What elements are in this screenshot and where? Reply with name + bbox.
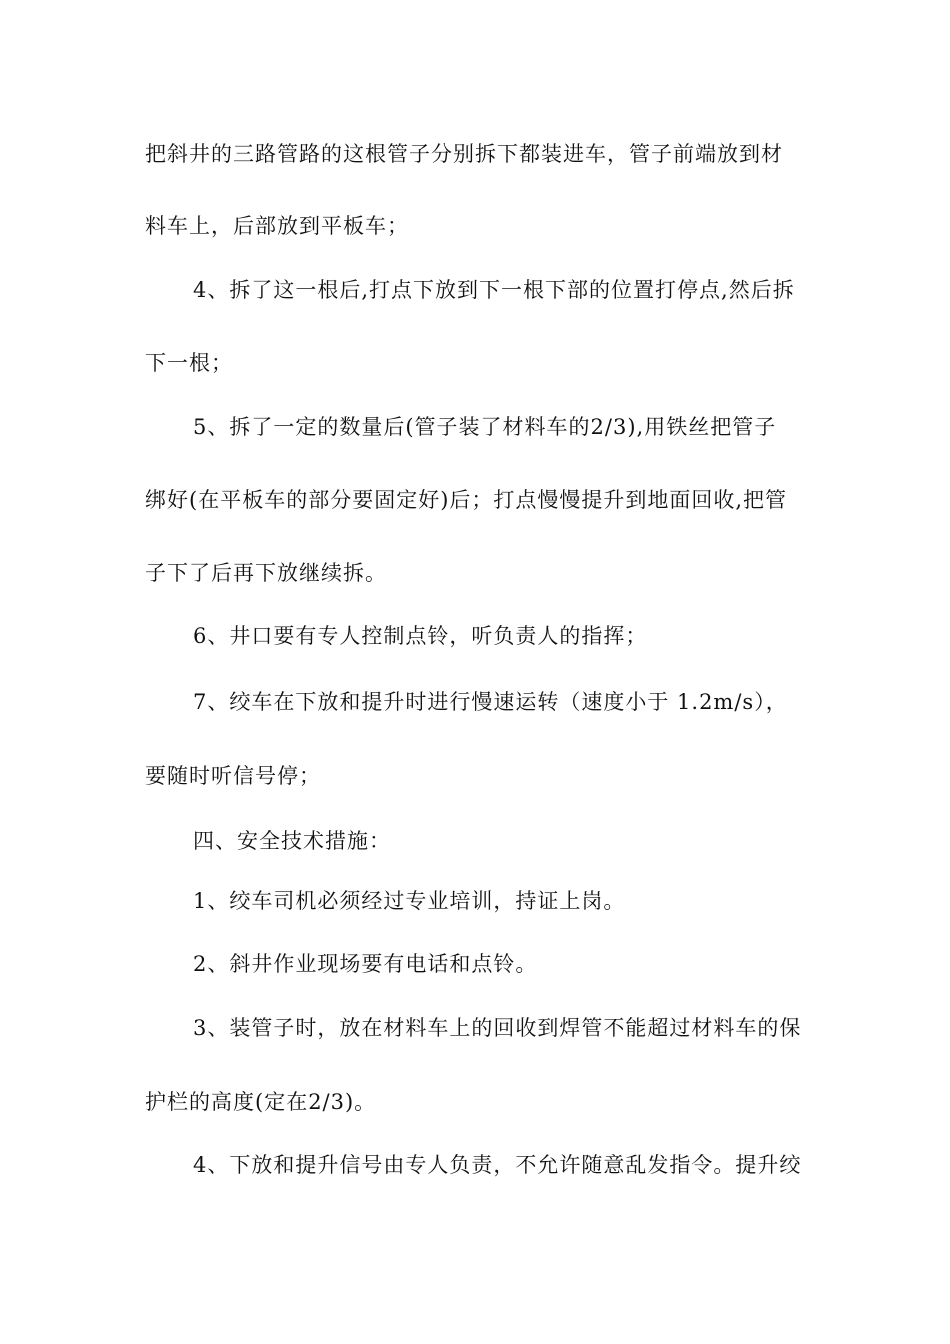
text-line: 6、井口要有专人控制点铃，听负责人的指挥； xyxy=(193,624,648,648)
text-line: 料车上，后部放到平板车； xyxy=(145,214,409,238)
text-line: 3、装管子时，放在材料车上的回收到焊管不能超过材料车的保 xyxy=(193,1016,802,1040)
text-line: 4、下放和提升信号由专人负责，不允许随意乱发指令。提升绞 xyxy=(193,1153,802,1177)
text-line: 5、拆了一定的数量后(管子装了材料车的2/3),用铁丝把管子 xyxy=(193,415,777,439)
text-line: 子下了后再下放继续拆。 xyxy=(145,561,387,585)
text-line: 护栏的高度(定在2/3)。 xyxy=(145,1090,377,1114)
text-line: 下一根； xyxy=(145,351,233,375)
text-line: 2、斜井作业现场要有电话和点铃。 xyxy=(193,952,538,976)
text-line: 1、绞车司机必须经过专业培训，持证上岗。 xyxy=(193,889,626,913)
text-line: 7、绞车在下放和提升时进行慢速运转（速度小于 1.2m/s）， xyxy=(193,690,788,714)
section-heading: 四、安全技术措施： xyxy=(193,829,391,853)
text-line: 绑好(在平板车的部分要固定好)后；打点慢慢提升到地面回收,把管 xyxy=(145,488,788,512)
text-line: 把斜井的三路管路的这根管子分别拆下都装进车，管子前端放到材 xyxy=(145,142,783,166)
text-line: 要随时听信号停； xyxy=(145,764,321,788)
text-line: 4、拆了这一根后,打点下放到下一根下部的位置打停点,然后拆 xyxy=(193,278,795,302)
